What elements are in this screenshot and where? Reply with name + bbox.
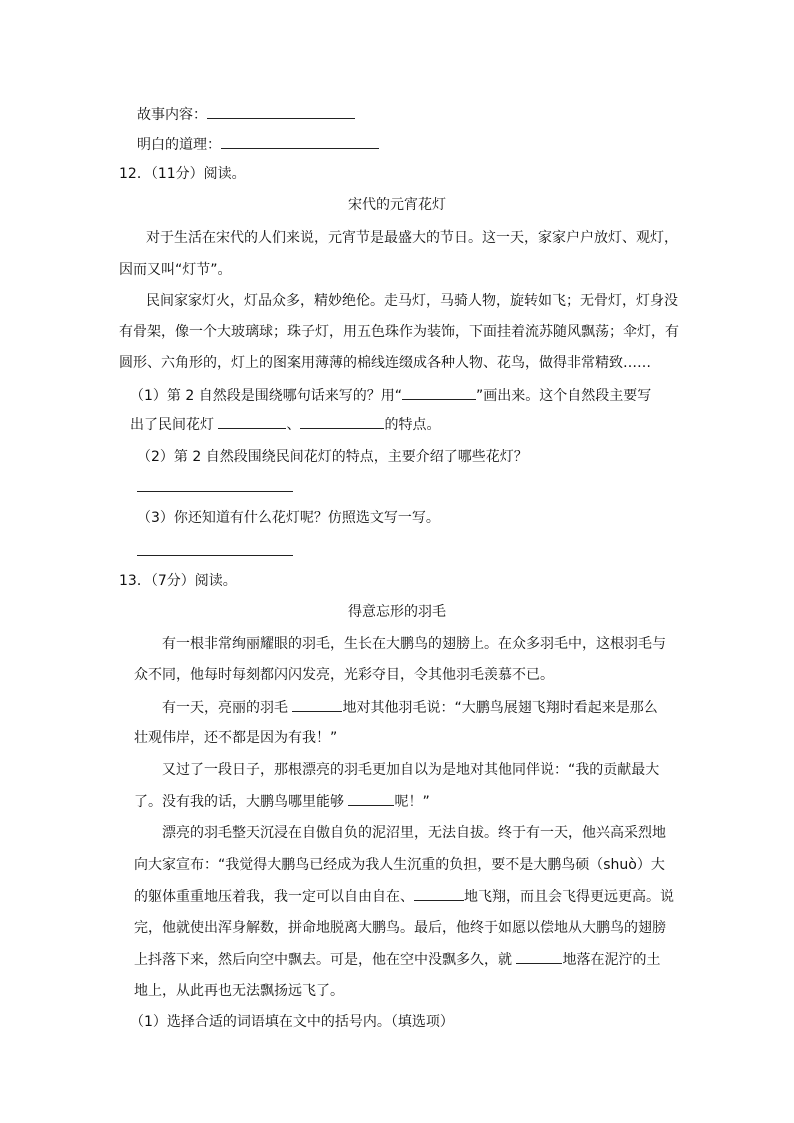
q13-p4-text-d: 地落在泥泞的土 <box>562 952 661 968</box>
q12-header: 12．（11分）阅读。 <box>119 166 246 182</box>
lesson-row <box>137 134 379 155</box>
q12-sub1-text-a: （1）第 2 自然段是围绕哪句话来写的？用“ <box>130 388 402 404</box>
q12-p2-line2: 有骨架，像一个大玻璃球；珠子灯，用五色珠作为装饰，下面挂着流苏随风飘荡；伞灯，有 <box>119 324 679 340</box>
q12-p1-line2: 因而又叫“灯节”。 <box>119 262 232 278</box>
q13-p2-text-b: 地对其他羽毛说：“大鹏鸟展翅飞翔时看起来是那么 <box>342 700 658 716</box>
q12-sub1-text-d: 、 <box>286 417 301 433</box>
q13-p4-line1: 漂亮的羽毛整天沉浸在自傲自负的泥沼里，无法自拔。终于有一天，他兴高采烈地 <box>162 825 666 841</box>
q12-sub1-text-c: 出了民间花灯 <box>130 417 214 433</box>
q13-p4-line6: 地上，从此再也无法飘扬远飞了。 <box>134 983 344 999</box>
q13-p4-line5 <box>134 949 660 970</box>
q13-blank-2[interactable] <box>348 791 394 806</box>
q12-sub1-underline-sample <box>402 385 476 400</box>
q13-p2-text-a: 有一天，亮丽的羽毛 <box>162 700 288 716</box>
q12-sub1-text-b: ”画出来。这个自然段主要写 <box>475 388 652 404</box>
q13-p3-line1: 又过了一段日子，那根漂亮的羽毛更加自以为是地对其他同伴说：“我的贡献最大 <box>162 762 660 778</box>
q12-sub1-blank2[interactable] <box>300 414 384 429</box>
q13-p4-line3 <box>134 886 674 907</box>
q13-blank-4[interactable] <box>516 949 562 964</box>
q12-sub1-line2 <box>130 414 440 435</box>
lesson-blank[interactable] <box>221 134 379 149</box>
q12-sub1-blank1[interactable] <box>218 414 286 429</box>
q13-p4-text-c: 上抖落下来，然后向空中飘去。可是，他在空中没飘多久，就 <box>134 952 512 968</box>
q12-title: 宋代的元宵花灯 <box>348 197 446 213</box>
q12-sub3: （3）你还知道有什么花灯呢？仿照选文写一写。 <box>137 510 440 526</box>
q12-sub1-text-e: 的特点。 <box>384 417 441 433</box>
q12-sub3-answer-line[interactable] <box>137 555 293 556</box>
q12-sub1-line1 <box>130 385 651 406</box>
q13-blank-1[interactable] <box>292 697 342 712</box>
q13-p2-line2: 壮观伟岸，还不都是因为有我！” <box>134 730 338 746</box>
story-content-label: 故事内容： <box>137 107 207 123</box>
q13-p4-line4: 完，他就使出浑身解数，拼命地脱离大鹏鸟。最后，他终于如愿以偿地从大鹏鸟的翅膀 <box>134 920 666 936</box>
q13-header: 13．（7分）阅读。 <box>119 573 237 589</box>
q13-title: 得意忘形的羽毛 <box>348 604 446 620</box>
story-content-row <box>137 104 355 125</box>
q12-sub2: （2）第 2 自然段围绕民间花灯的特点，主要介绍了哪些花灯？ <box>137 449 528 465</box>
q13-p3-text-a: 了。没有我的话，大鹏鸟哪里能够 <box>134 794 344 810</box>
lesson-label: 明白的道理： <box>137 137 221 153</box>
q13-p3-line2 <box>134 791 430 812</box>
q13-p1-line1: 有一根非常绚丽耀眼的羽毛，生长在大鹏鸟的翅膀上。在众多羽毛中，这根羽毛与 <box>162 636 666 652</box>
q12-p1-line1: 对于生活在宋代的人们来说，元宵节是最盛大的节日。这一天，家家户户放灯、观灯， <box>146 230 678 246</box>
q12-p2-line1: 民间家家灯火，灯品众多，精妙绝伦。走马灯，马骑人物，旋转如飞；无骨灯，灯身没 <box>146 293 678 309</box>
story-content-blank[interactable] <box>207 104 355 119</box>
q13-p1-line2: 众不同，他每时每刻都闪闪发亮，光彩夺目，令其他羽毛羡慕不已。 <box>134 667 554 683</box>
q13-p4-text-b: 地飞翔，而且会飞得更远更高。说 <box>464 889 674 905</box>
q13-p4-text-a: 的躯体重重地压着我，我一定可以自由自在、 <box>134 889 414 905</box>
q12-p2-line3: 圆形、六角形的，灯上的图案用薄薄的棉线连缀成各种人物、花鸟，做得非常精致…… <box>119 355 651 371</box>
q13-p3-text-b: 呢！” <box>394 794 430 810</box>
q13-blank-3[interactable] <box>414 886 464 901</box>
q13-sub1: （1）选择合适的词语填在文中的括号内。（填选项） <box>130 1014 454 1030</box>
q12-sub2-answer-line[interactable] <box>137 491 293 492</box>
q13-p4-line2: 向大家宣布：“我觉得大鹏鸟已经成为我人生沉重的负担，要不是大鹏鸟硕（shuò）大 <box>134 857 665 873</box>
q13-p2-line1 <box>162 697 658 718</box>
